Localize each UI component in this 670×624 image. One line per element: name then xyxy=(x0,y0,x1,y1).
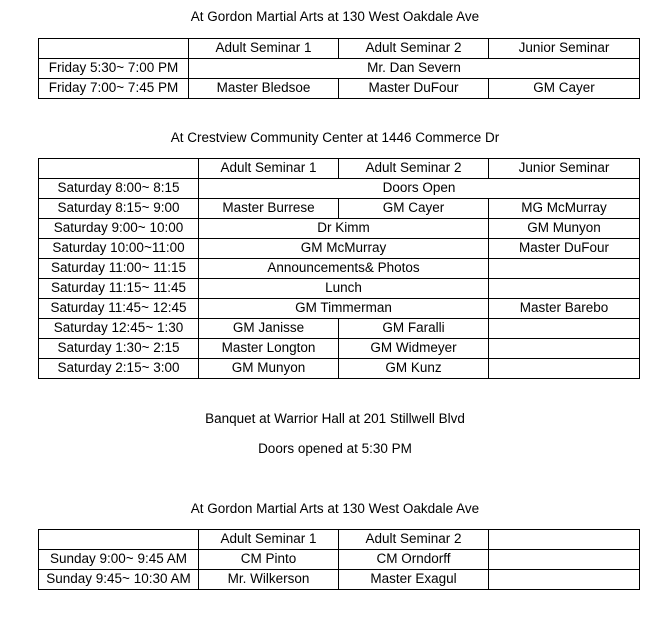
instructor-cell: Master Bledsoe xyxy=(189,79,339,99)
header-cell: Adult Seminar 1 xyxy=(189,39,339,59)
time-cell: Saturday 10:00~11:00 xyxy=(39,239,199,259)
table-row xyxy=(39,219,640,239)
time-cell: Saturday 11:00~ 11:15 xyxy=(39,259,199,279)
time-cell: Saturday 11:15~ 11:45 xyxy=(39,279,199,299)
instructor-cell: GM Kunz xyxy=(339,359,489,379)
instructor-cell: MG McMurray xyxy=(489,199,640,219)
instructor-cell: GM Munyon xyxy=(199,359,339,379)
header-cell: Adult Seminar 2 xyxy=(339,39,489,59)
instructor-cell: Master DuFour xyxy=(339,79,489,99)
table-row xyxy=(39,239,640,259)
table-row xyxy=(39,319,640,339)
header-cell: Junior Seminar xyxy=(489,39,640,59)
instructor-cell xyxy=(489,259,640,279)
instructor-cell: Master Barebo xyxy=(489,299,640,319)
table-row xyxy=(39,199,640,219)
instructor-cell: GM Widmeyer xyxy=(339,339,489,359)
instructor-cell: Master Exagul xyxy=(339,570,489,590)
instructor-cell: CM Orndorff xyxy=(339,550,489,570)
header-cell xyxy=(489,530,640,550)
time-cell: Sunday 9:45~ 10:30 AM xyxy=(39,570,199,590)
header-cell xyxy=(39,159,199,179)
instructor-cell: GM Timmerman xyxy=(199,299,489,319)
time-cell: Saturday 2:15~ 3:00 xyxy=(39,359,199,379)
instructor-cell xyxy=(489,550,640,570)
instructor-cell: Master Burrese xyxy=(199,199,339,219)
header-cell: Adult Seminar 2 xyxy=(339,159,489,179)
instructor-cell: GM Faralli xyxy=(339,319,489,339)
section2-heading: At Crestview Community Center at 1446 Commerce Dr xyxy=(170,130,500,145)
table-row xyxy=(39,59,640,79)
section3-heading: At Gordon Martial Arts at 130 West Oakdale Ave xyxy=(190,501,480,516)
instructor-cell: GM Munyon xyxy=(489,219,640,239)
instructor-cell: GM Janisse xyxy=(199,319,339,339)
table-row xyxy=(39,179,640,199)
friday-schedule-table xyxy=(38,38,640,99)
instructor-cell: GM Cayer xyxy=(489,79,640,99)
time-cell: Friday 5:30~ 7:00 PM xyxy=(39,59,189,79)
table-row xyxy=(39,359,640,379)
instructor-cell xyxy=(489,279,640,299)
instructor-cell: CM Pinto xyxy=(199,550,339,570)
time-cell: Sunday 9:00~ 9:45 AM xyxy=(39,550,199,570)
table-row xyxy=(39,279,640,299)
saturday-schedule-table xyxy=(38,158,640,379)
header-cell: Junior Seminar xyxy=(489,159,640,179)
header-cell xyxy=(39,39,189,59)
table-row xyxy=(39,79,640,99)
table-row xyxy=(39,339,640,359)
header-cell xyxy=(39,530,199,550)
instructor-cell: Lunch xyxy=(199,279,489,299)
instructor-cell xyxy=(489,570,640,590)
instructor-cell: Master Longton xyxy=(199,339,339,359)
table-header-row xyxy=(39,530,640,550)
time-cell: Saturday 8:00~ 8:15 xyxy=(39,179,199,199)
instructor-cell: Master DuFour xyxy=(489,239,640,259)
time-cell: Saturday 12:45~ 1:30 xyxy=(39,319,199,339)
time-cell: Saturday 11:45~ 12:45 xyxy=(39,299,199,319)
sunday-schedule-table xyxy=(38,529,640,590)
time-cell: Friday 7:00~ 7:45 PM xyxy=(39,79,189,99)
instructor-cell: GM Cayer xyxy=(339,199,489,219)
table-row xyxy=(39,550,640,570)
time-cell: Saturday 1:30~ 2:15 xyxy=(39,339,199,359)
instructor-cell: Mr. Dan Severn xyxy=(189,59,640,79)
table-row xyxy=(39,570,640,590)
table-row xyxy=(39,259,640,279)
instructor-cell xyxy=(489,359,640,379)
instructor-cell: Doors Open xyxy=(199,179,640,199)
instructor-cell xyxy=(489,339,640,359)
header-cell: Adult Seminar 1 xyxy=(199,530,339,550)
header-cell: Adult Seminar 2 xyxy=(339,530,489,550)
header-cell: Adult Seminar 1 xyxy=(199,159,339,179)
time-cell: Saturday 8:15~ 9:00 xyxy=(39,199,199,219)
banquet-doors-note: Doors opened at 5:30 PM xyxy=(258,441,412,456)
banquet-heading: Banquet at Warrior Hall at 201 Stillwell Blvd xyxy=(205,411,465,426)
section1-heading: At Gordon Martial Arts at 130 West Oakdale Ave xyxy=(190,9,480,24)
table-row xyxy=(39,299,640,319)
instructor-cell: Mr. Wilkerson xyxy=(199,570,339,590)
table-header-row xyxy=(39,39,640,59)
table-header-row xyxy=(39,159,640,179)
instructor-cell: GM McMurray xyxy=(199,239,489,259)
instructor-cell: Announcements& Photos xyxy=(199,259,489,279)
instructor-cell xyxy=(489,319,640,339)
time-cell: Saturday 9:00~ 10:00 xyxy=(39,219,199,239)
instructor-cell: Dr Kimm xyxy=(199,219,489,239)
